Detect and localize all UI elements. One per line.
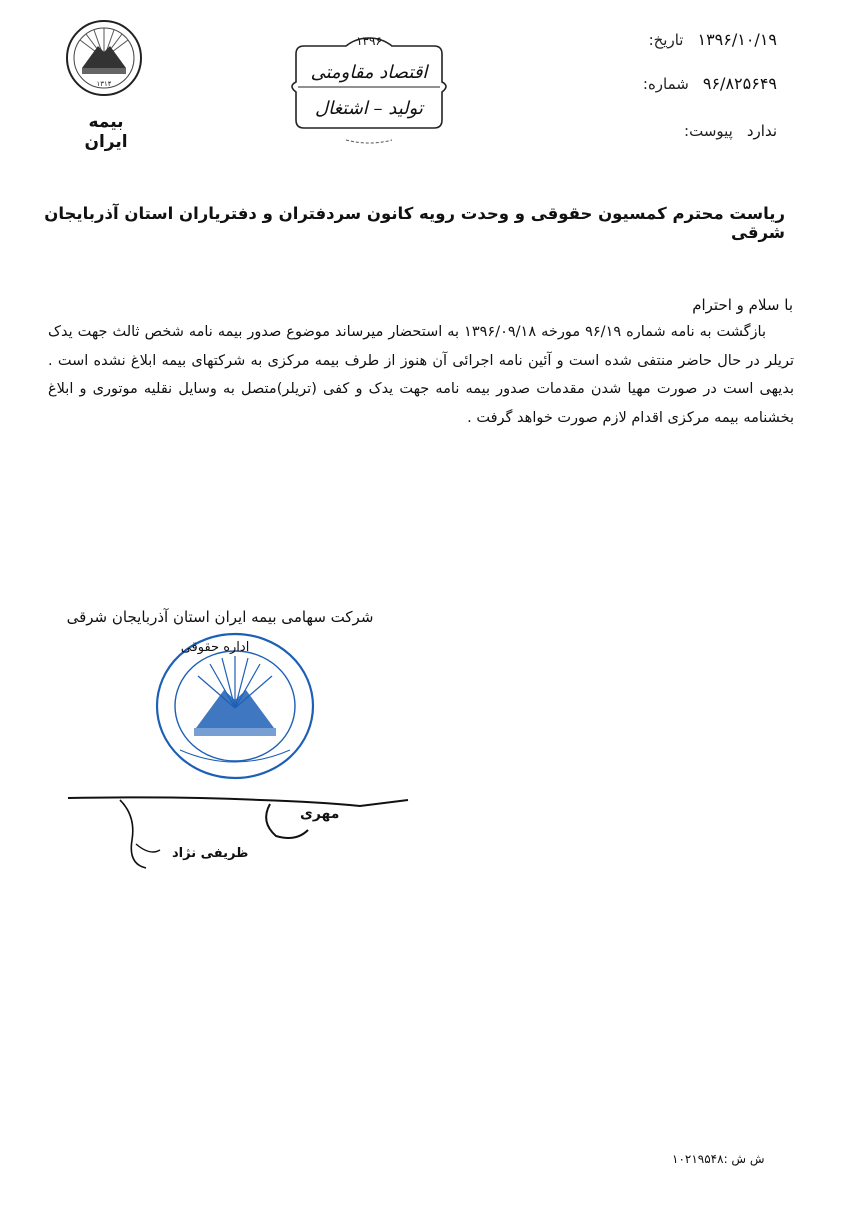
letter-body-paragraph: بازگشت به نامه شماره ۹۶/۱۹ مورخه ۱۳۹۶/۰۹/۱۸ به استحضار میرساند موضوع صدور بیمه نامه شخص ثالث جهت یدک تریلر در حال حاضر منتفی شده است و آئین نامه اجرائی آن هنوز از طرف بیمه مرکزی به شرکتهای بیمه ابلاغ نشده است . بدیهی است در صورت مهیا شدن مقدمات صدور بیمه نامه جهت یدک و کفی (تریلر)متصل به وسایل نقلیه موتوری و ابلاغ بخشنامه بیمه مرکزی اقدام لازم صورت خواهد گرفت . (48, 324, 794, 426)
serial-number: ش ش :۱۰۲۱۹۵۴۸ (672, 1152, 765, 1166)
number-label: شماره: (642, 75, 689, 93)
signer-name-1: مهری (300, 806, 340, 822)
signer-name-2: ظریفی نژاد (172, 846, 249, 861)
signature-company: شرکت سهامی بیمه ایران استان آذربایجان شرقی (66, 608, 374, 626)
slogan-line-1: اقتصاد مقاومتی (310, 62, 428, 83)
company-name: بیمه ایران (84, 112, 128, 152)
date-value: ۱۳۹۶/۱۰/۱۹ (697, 30, 777, 49)
date-label: تاریخ: (648, 31, 684, 49)
date-row (649, 30, 777, 49)
greeting: با سلام و احترام (692, 296, 793, 314)
letter-body (48, 318, 794, 432)
number-row (643, 74, 777, 93)
handwritten-signature (60, 760, 420, 900)
recipient: ریاست محترم کمسیون حقوقی و وحدت رویه کانون سردفتران و دفترياران استان آذربایجان شرقی (44, 204, 785, 242)
bime-iran-logo (64, 18, 144, 98)
logo-year: ۱۳۱۴ (96, 80, 112, 88)
slogan-emblem (276, 12, 462, 144)
attachment-row (684, 122, 777, 140)
signature-department: اداره حقوقی (180, 640, 250, 655)
number-value: ۹۶/۸۲۵۶۴۹ (702, 74, 777, 93)
slogan-line-2: تولید – اشتغال (315, 98, 423, 119)
attachment-label: پیوست: (684, 122, 733, 140)
slogan-year: ۱۳۹۶ (356, 34, 382, 48)
attachment-value: ندارد (746, 122, 777, 140)
